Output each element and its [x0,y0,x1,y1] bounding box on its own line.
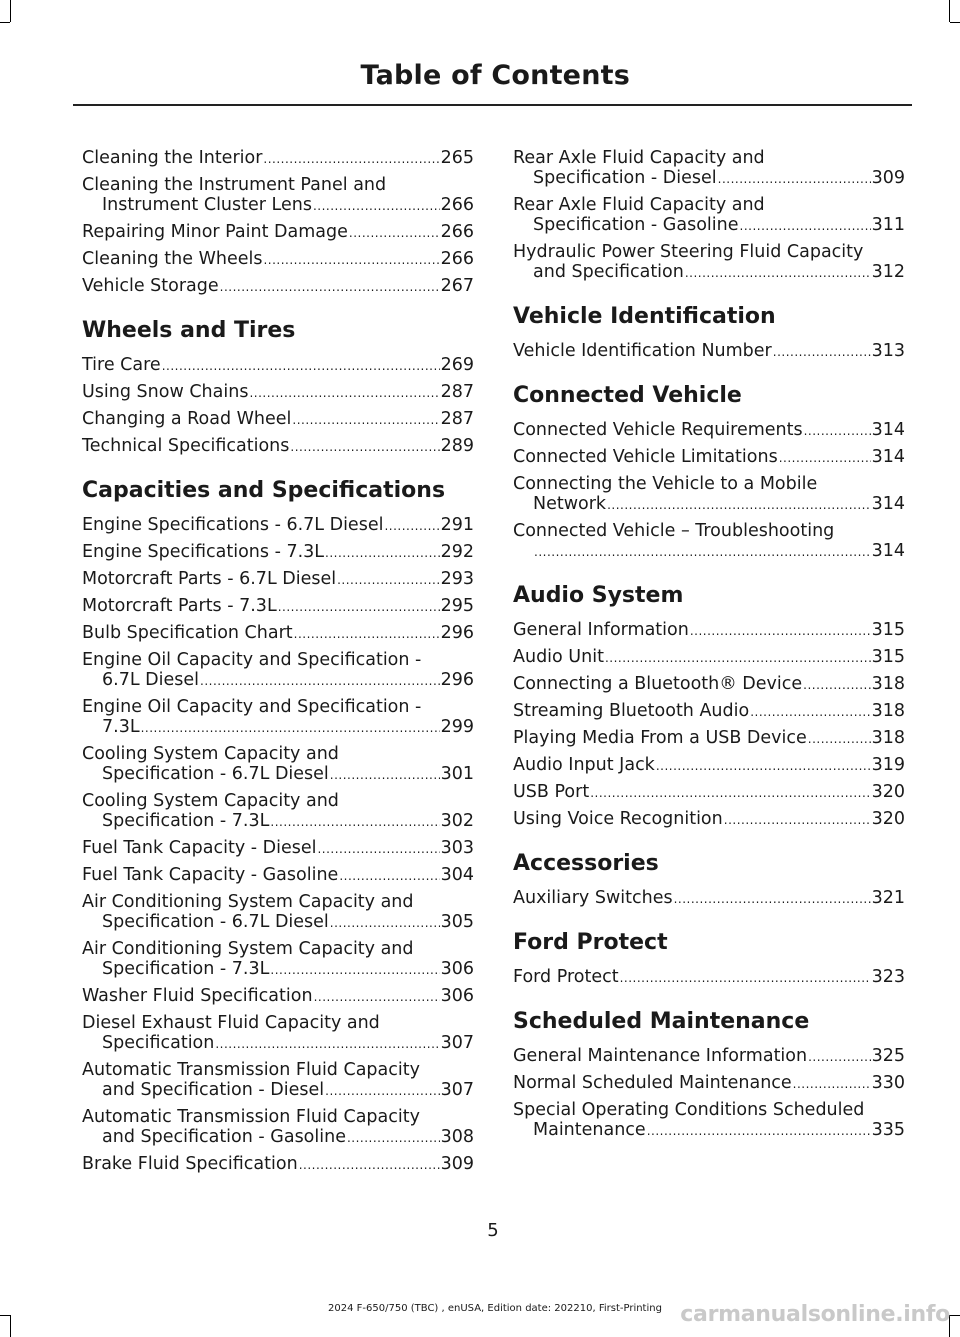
toc-entry-title: Automatic Transmission Fluid Capacity [82,1060,420,1080]
toc-entry[interactable] [82,382,474,403]
toc-entry-page-number: 291 [440,515,474,535]
dot-leader [141,717,440,738]
toc-entry[interactable] [513,148,905,189]
toc-entry-title: Connected Vehicle – Troubleshooting [513,521,835,541]
toc-entry-title: Engine Specifications - 7.3L [82,542,325,562]
toc-entry[interactable] [513,620,905,641]
dot-leader [215,1033,439,1054]
toc-entry-title: Connected Vehicle Limitations [513,447,778,467]
toc-entry-page-number: 314 [871,541,905,561]
toc-entry-page-number: 295 [440,596,474,616]
toc-entry-title: Engine Oil Capacity and Specification - [82,650,422,670]
dot-leader [270,959,439,980]
toc-entry[interactable] [82,697,474,738]
toc-entry-title: 6.7L Diesel [102,670,199,690]
dot-leader [620,967,871,988]
toc-entry-page-number: 335 [871,1120,905,1140]
toc-entry-page-number: 293 [440,569,474,589]
toc-right-column [513,148,905,1147]
toc-entry-title: Fuel Tank Capacity - Gasoline [82,865,339,885]
toc-entry-title: Engine Oil Capacity and Specification - [82,697,422,717]
dot-leader [690,620,871,641]
toc-entry[interactable] [82,355,474,376]
toc-entry[interactable] [82,1154,474,1175]
section-heading: Accessories [513,851,659,876]
toc-entry-title: Instrument Cluster Lens [102,195,312,215]
toc-entry-page-number: 303 [440,838,474,858]
section-heading: Connected Vehicle [513,383,742,408]
toc-entry[interactable] [82,148,474,169]
toc-entry[interactable] [82,838,474,859]
toc-entry[interactable] [82,892,474,933]
toc-entry-page-number: 266 [440,222,474,242]
dot-leader [314,986,440,1007]
toc-entry-title: Specification [102,1033,215,1053]
toc-entry-title: Specification - 7.3L [102,811,270,831]
toc-entry-page-number: 313 [871,341,905,361]
dot-leader [793,1073,871,1094]
crop-mark [949,0,950,22]
toc-entry-title: Tire Care [82,355,161,375]
dot-leader [290,436,439,457]
toc-entry-page-number: 287 [440,409,474,429]
toc-entry[interactable] [513,420,905,441]
toc-entry-title: Changing a Road Wheel [82,409,292,429]
toc-entry-page-number: 296 [440,670,474,690]
toc-entry-title: Special Operating Conditions Scheduled [513,1100,865,1120]
crop-mark [0,22,10,23]
toc-entry-title: Bulb Specification Chart [82,623,293,643]
toc-entry-page-number: 306 [440,986,474,1006]
toc-entry[interactable] [513,1100,905,1141]
dot-leader [325,1080,439,1101]
toc-entry-title: Cleaning the Wheels [82,249,263,269]
section-heading: Vehicle Identification [513,304,776,329]
dot-leader [685,262,871,283]
toc-entry-title: Audio Input Jack [513,755,655,775]
dot-leader [605,647,871,668]
toc-entry[interactable] [513,474,905,515]
toc-entry-title: Hydraulic Power Steering Fluid Capacity [513,242,864,262]
toc-entry-title: Repairing Minor Paint Damage [82,222,348,242]
dot-leader [647,1120,871,1141]
section-heading: Capacities and Specifications [82,478,446,503]
toc-entry-title: Connected Vehicle Requirements [513,420,803,440]
toc-entry-title: Cooling System Capacity and [82,791,339,811]
toc-entry[interactable] [82,569,474,590]
toc-left-column [82,148,474,1181]
toc-entry-page-number: 269 [440,355,474,375]
toc-entry[interactable] [513,447,905,468]
dot-leader [270,811,439,832]
toc-entry-page-number: 287 [440,382,474,402]
toc-entry-page-number: 266 [440,195,474,215]
dot-leader [200,670,440,691]
toc-entry-title: Connecting the Vehicle to a Mobile [513,474,818,494]
toc-entry-title: and Specification - Diesel [102,1080,325,1100]
toc-entry-page-number: 314 [871,447,905,467]
toc-entry[interactable] [82,409,474,430]
toc-entry-page-number: 311 [871,215,905,235]
toc-entry[interactable] [82,623,474,644]
toc-entry[interactable] [82,542,474,563]
toc-entry-title: Streaming Bluetooth Audio [513,701,750,721]
dot-leader [220,276,440,297]
dot-leader [804,420,871,441]
toc-entry-title: Motorcraft Parts - 6.7L Diesel [82,569,337,589]
toc-entry-title: 7.3L [102,717,140,737]
toc-entry-title: Using Voice Recognition [513,809,723,829]
toc-entry-page-number: 309 [440,1154,474,1174]
toc-entry-page-number: 320 [871,782,905,802]
toc-entry-page-number: 318 [871,728,905,748]
dot-leader [263,249,439,270]
toc-entry-title: Normal Scheduled Maintenance [513,1073,792,1093]
toc-entry-title: Vehicle Storage [82,276,219,296]
toc-entry-title: Fuel Tank Capacity - Diesel [82,838,317,858]
toc-entry[interactable] [82,436,474,457]
toc-entry[interactable] [82,1013,474,1054]
toc-entry-page-number: 296 [440,623,474,643]
dot-leader [724,809,871,830]
toc-entry-title: Specification - 7.3L [102,959,270,979]
dot-leader [317,838,439,859]
toc-entry-title: Specification - 6.7L Diesel [102,764,329,784]
toc-entry[interactable] [82,791,474,832]
toc-entry-page-number: 308 [440,1127,474,1147]
toc-entry-page-number: 267 [440,276,474,296]
dot-leader [674,888,871,909]
toc-entry-title: Engine Specifications - 6.7L Diesel [82,515,384,535]
header-divider [73,104,912,106]
toc-entry[interactable] [513,1046,905,1067]
toc-entry[interactable] [513,647,905,668]
toc-entry[interactable] [82,249,474,270]
crop-mark [10,0,11,22]
toc-entry[interactable] [513,782,905,803]
footer-edition-info: 2024 F-650/750 (TBC) , enUSA, Edition date: 202210, First-Printing [328,1303,662,1314]
toc-entry-title: and Specification - Gasoline [102,1127,346,1147]
toc-entry-title: Cleaning the Interior [82,148,263,168]
dot-leader [718,168,871,189]
toc-entry-title: Brake Fluid Specification [82,1154,298,1174]
dot-leader [607,494,871,515]
toc-entry[interactable] [513,755,905,776]
dot-leader [808,728,871,749]
crop-mark [950,22,960,23]
dot-leader [337,569,439,590]
toc-entry[interactable] [82,596,474,617]
crop-mark [0,1315,10,1316]
toc-entry-title: Rear Axle Fluid Capacity and [513,148,765,168]
toc-entry-page-number: 309 [871,168,905,188]
toc-entry[interactable] [82,986,474,1007]
toc-entry-page-number: 304 [440,865,474,885]
toc-entry-title: Specification - 6.7L Diesel [102,912,329,932]
toc-entry-title: Motorcraft Parts - 7.3L [82,596,277,616]
dot-leader [339,865,439,886]
toc-entry[interactable] [513,521,905,562]
toc-entry[interactable] [82,515,474,536]
toc-entry[interactable] [82,1060,474,1101]
toc-entry-page-number: 307 [440,1080,474,1100]
toc-entry[interactable] [82,865,474,886]
toc-entry-page-number: 318 [871,674,905,694]
dot-leader [750,701,870,722]
toc-entry-title: Audio Unit [513,647,604,667]
toc-entry-title: Vehicle Identification Number [513,341,772,361]
toc-entry-page-number: 265 [440,148,474,168]
toc-entry-title: Rear Axle Fluid Capacity and [513,195,765,215]
section-heading: Ford Protect [513,930,668,955]
dot-leader [347,1127,440,1148]
toc-entry-page-number: 319 [871,755,905,775]
toc-entry-page-number: 325 [871,1046,905,1066]
toc-entry-title: Cleaning the Instrument Panel and [82,175,387,195]
toc-entry-title: General Maintenance Information [513,1046,808,1066]
toc-entry-title: USB Port [513,782,590,802]
toc-entry-title: Maintenance [533,1120,646,1140]
toc-entry-title: Ford Protect [513,967,619,987]
dot-leader [162,355,440,376]
toc-entry-page-number: 266 [440,249,474,269]
dot-leader [299,1154,440,1175]
dot-leader [292,409,439,430]
toc-entry-title: Diesel Exhaust Fluid Capacity and [82,1013,380,1033]
toc-entry-page-number: 302 [440,811,474,831]
dot-leader [808,1046,871,1067]
toc-entry-title: General Information [513,620,689,640]
dot-leader [740,215,871,236]
toc-entry[interactable] [513,242,905,283]
toc-entry-page-number: 306 [440,959,474,979]
toc-entry-title: Cooling System Capacity and [82,744,339,764]
dot-leader [534,541,871,562]
toc-entry-page-number: 307 [440,1033,474,1053]
dot-leader [349,222,440,243]
toc-entry-page-number: 320 [871,809,905,829]
toc-entry[interactable] [513,888,905,909]
dot-leader [325,542,440,563]
toc-entry[interactable] [82,276,474,297]
toc-entry-page-number: 330 [871,1073,905,1093]
watermark: carmanualsonline.info [680,1302,950,1327]
dot-leader [590,782,870,803]
crop-mark [950,1315,960,1316]
toc-entry-page-number: 301 [440,764,474,784]
toc-entry[interactable] [82,650,474,691]
dot-leader [656,755,871,776]
toc-entry[interactable] [513,701,905,722]
toc-entry[interactable] [513,195,905,236]
toc-entry-title: Playing Media From a USB Device [513,728,807,748]
toc-entry[interactable] [82,1107,474,1148]
toc-entry[interactable] [82,939,474,980]
toc-entry-title: Auxiliary Switches [513,888,673,908]
section-heading: Scheduled Maintenance [513,1009,810,1034]
toc-entry[interactable] [82,175,474,216]
toc-entry-title: Air Conditioning System Capacity and [82,939,414,959]
toc-entry[interactable] [513,728,905,749]
dot-leader [249,382,439,403]
toc-entry-title: Using Snow Chains [82,382,249,402]
dot-leader [779,447,871,468]
dot-leader [330,912,440,933]
toc-entry-title: Specification - Gasoline [533,215,739,235]
toc-entry-title: Automatic Transmission Fluid Capacity [82,1107,420,1127]
toc-entry-title: Technical Specifications [82,436,290,456]
dot-leader [263,148,439,169]
toc-entry-title: Connecting a Bluetooth® Device [513,674,803,694]
toc-entry[interactable] [513,674,905,695]
toc-entry-page-number: 292 [440,542,474,562]
toc-entry-title: Washer Fluid Specification [82,986,313,1006]
dot-leader [330,764,440,785]
page-title: Table of Contents [360,60,630,91]
toc-entry-title: Air Conditioning System Capacity and [82,892,414,912]
dot-leader [278,596,440,617]
toc-entry-title: Specification - Diesel [533,168,717,188]
toc-entry[interactable] [513,1073,905,1094]
toc-entry[interactable] [82,222,474,243]
crop-mark [10,1315,11,1337]
toc-entry-title: and Specification [533,262,684,282]
toc-entry-page-number: 299 [440,717,474,737]
page-number: 5 [487,1220,499,1241]
toc-entry-page-number: 315 [871,647,905,667]
toc-entry-page-number: 305 [440,912,474,932]
toc-entry-page-number: 314 [871,420,905,440]
toc-entry-page-number: 323 [871,967,905,987]
section-heading: Wheels and Tires [82,318,296,343]
toc-entry-title: Network [533,494,607,514]
dot-leader [313,195,440,216]
section-heading: Audio System [513,583,684,608]
toc-entry-page-number: 312 [871,262,905,282]
toc-entry-page-number: 315 [871,620,905,640]
dot-leader [294,623,440,644]
toc-entry[interactable] [513,341,905,362]
toc-entry-page-number: 318 [871,701,905,721]
toc-entry-page-number: 289 [440,436,474,456]
dot-leader [773,341,871,362]
toc-entry[interactable] [513,967,905,988]
toc-entry-page-number: 321 [871,888,905,908]
dot-leader [803,674,870,695]
dot-leader [384,515,439,536]
toc-entry-page-number: 314 [871,494,905,514]
toc-entry[interactable] [82,744,474,785]
toc-entry[interactable] [513,809,905,830]
